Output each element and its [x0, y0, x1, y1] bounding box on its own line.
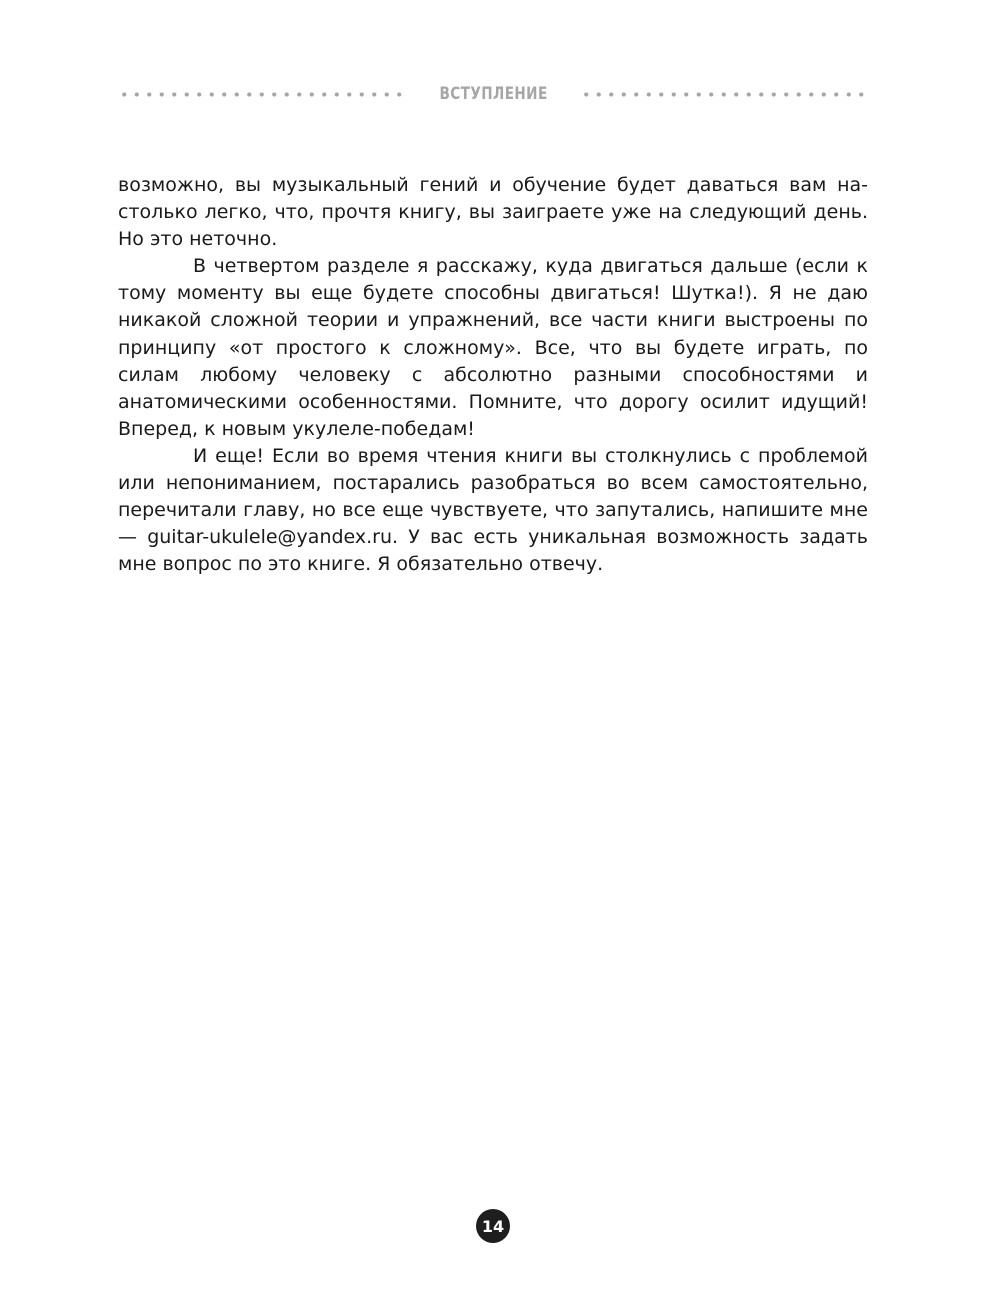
header-dots-left [118, 92, 408, 97]
running-header [118, 80, 870, 108]
paragraph-contact: И еще! Если во время чтения книги вы столкнулись с проблемой или непониманием, постарались разобраться во всем самостоятельно, перечитали главу, но все еще чувствуете, что запутались, напишите мне — guitar-ukulele@yandex.ru. У вас есть уникальная возможность задать мне вопрос по это книге. Я обязательно отвечу. [118, 444, 868, 576]
paragraph-continuation: возможно, вы музыкальный гений и обучение будет даваться вам настолько легко, что, прочтя книгу, вы заиграете уже на следующий день. Но это неточно. [118, 174, 868, 251]
section-title: ВСТУПЛЕНИЕ [439, 84, 549, 104]
header-dots-right [580, 92, 870, 97]
body-text [118, 172, 868, 578]
page-number-badge: 14 [476, 1209, 510, 1243]
paragraph-fourth-section: В четвертом разделе я расскажу, куда двигаться дальше (если к тому моменту вы еще будете способны двигаться! Шутка!). Я не даю никакой сложной теории и упражнений, все части книги выстроены по принципу «от простого к сложному». Все, что вы будете играть, по силам любому человеку с абсолютно разными способностями и анатомическими особенностями. Помните, что дорогу осилит идущий! Вперед, к новым укулеле-победам! [118, 255, 868, 440]
